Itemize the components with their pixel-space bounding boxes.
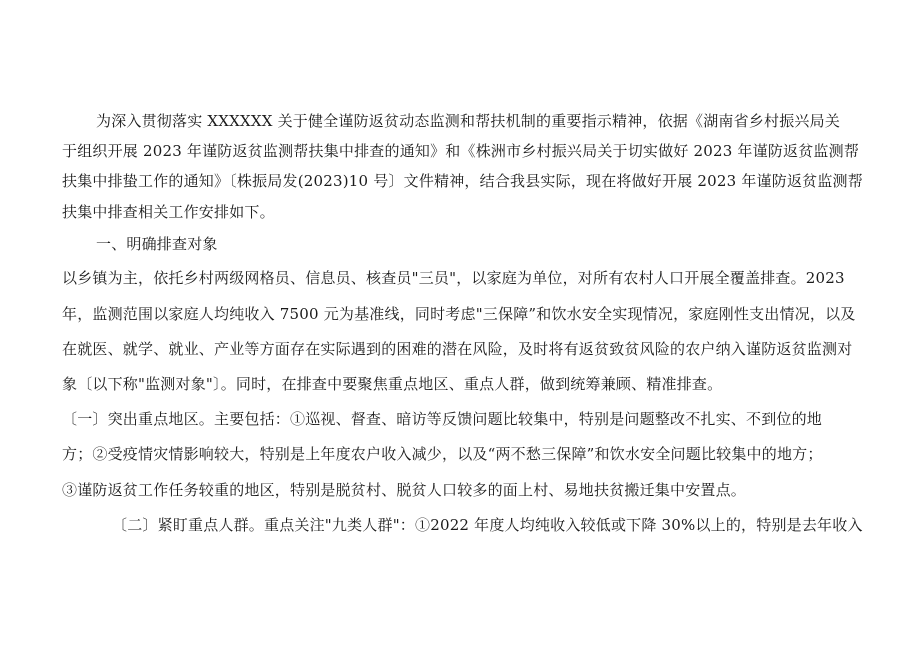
section1-line-4: 象〔以下称"监测对象"〕。同时，在排查中要聚焦重点地区、重点人群，做到统筹兼顾、精准排查。 (62, 375, 723, 393)
sub1-line-2: 方；②受疫情灾情影响较大，特别是上年度农户收入减少，以及“两不愁三保障”和饮水安全问题比较集中的地方； (62, 445, 823, 463)
sub1-line-1: 〔一〕突出重点地区。主要包括：①巡视、督查、暗访等反馈问题比较集中，特别是问题整改不扎实、不到位的地 (62, 410, 823, 428)
intro-line-3: 扶集中排蛰工作的通知》〔株振局发(2023)10 号〕文件精神，结合我县实际，现在将做好开展 2023 年谨防返贫监测帮 (62, 172, 863, 190)
section1-line-3: 在就医、就学、就业、产业等方面存在实际遇到的困难的潜在风险，及时将有返贫致贫风险的农户纳入谨防返贫监测对 (62, 340, 853, 358)
section-heading-1: 一、明确排查对象 (96, 235, 218, 253)
sub1-line-3: ③谨防返贫工作任务较重的地区，特别是脱贫村、脱贫人口较多的面上村、易地扶贫搬迁集中安置点。 (62, 481, 747, 499)
intro-line-2: 于组织开展 2023 年谨防返贫监测帮扶集中排查的通知》和《株洲市乡村振兴局关于切实做好 2023 年谨防返贫监测帮 (62, 142, 860, 160)
section1-line-2: 年，监测范围以家庭人均纯收入 7500 元为基准线，同时考虑"三保障”和饮水安全实现情况，家庭刚性支出情况，以及 (62, 305, 856, 323)
intro-line-1: 为深入贯彻落实 XXXXXX 关于健全谨防返贫动态监测和帮扶机制的重要指示精神，依据《湖南省乡村振兴局关 (96, 112, 841, 130)
section1-line-1: 以乡镇为主，依托乡村两级网格员、信息员、核查员"三员"，以家庭为单位，对所有农村人口开展全覆盖排查。2023 (62, 269, 845, 287)
intro-line-4: 扶集中排查相关工作安排如下。 (62, 203, 275, 221)
sub2-line-1: 〔二〕紧盯重点人群。重点关注"九类人群"：①2022 年度人均纯收入较低或下降 30%以上的，特别是去年收入 (112, 516, 863, 534)
